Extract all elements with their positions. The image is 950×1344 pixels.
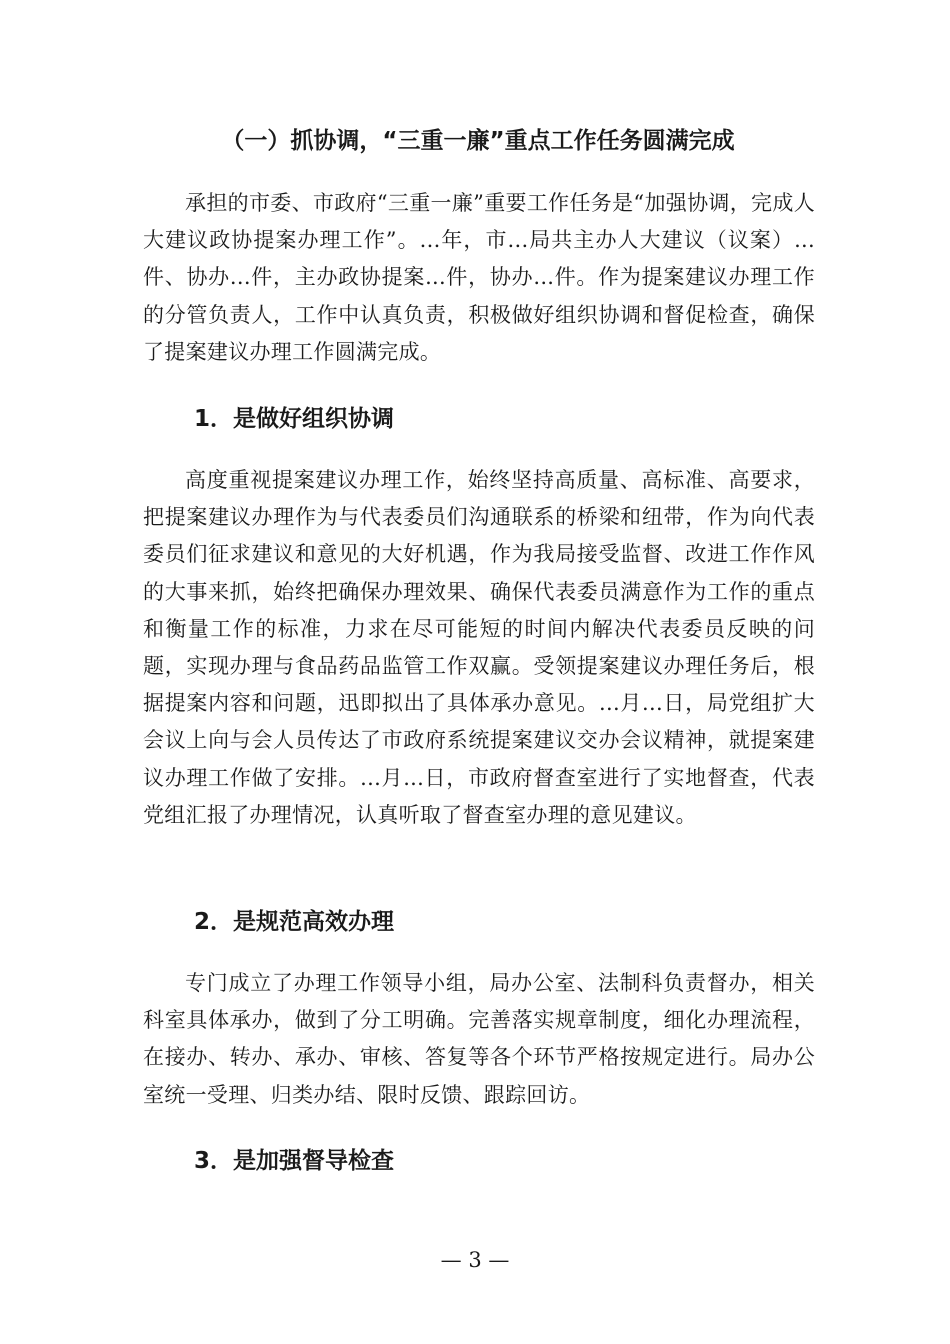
item1-paragraph: 高度重视提案建议办理工作，始终坚持高质量、高标准、高要求，把提案建议办理作为与代表委员们沟通联系的桥梁和纽带，作为向代表委员们征求建议和意见的大好机遇，作为我局接受监督、改进工作作风的大事来抓，始终把确保办理效果、确保代表委员满意作为工作的重点和衡量工作的标准，力求在尽可能短的时间内解决代表委员反映的问题，实现办理与食品药品监管工作双赢。受领提案建议办理任务后，根据提案内容和问题，迅即拟出了具体承办意见。...月...日，局党组扩大会议上向与会人员传达了市政府系统提案建议交办会议精神，就提案建议办理工作做了安排。...月...日，市政府督查室进行了实地督查，代表党组汇报了办理情况，认真听取了督查室办理的意见建议。 [143, 468, 815, 827]
item1-heading: 1．是做好组织协调 [194, 406, 395, 432]
item2-paragraph: 专门成立了办理工作领导小组，局办公室、法制科负责督办，相关科室具体承办，做到了分工明确。完善落实规章制度，细化办理流程，在接办、转办、承办、审核、答复等各个环节严格按规定进行。局办公室统一受理、归类办结、限时反馈、跟踪回访。 [143, 971, 815, 1107]
page-number: — 3 — [440, 1248, 510, 1272]
intro-paragraph: 承担的市委、市政府“三重一廉”重要工作任务是“加强协调，完成人大建议政协提案办理工作”。...年，市...局共主办人大建议（议案）...件、协办...件，主办政协提案...件，协办...件。作为提案建议办理工作的分管负责人，工作中认真负责，积极做好组织协调和督促检查，确保了提案建议办理工作圆满完成。 [143, 191, 815, 364]
item3-heading: 3．是加强督导检查 [194, 1148, 395, 1174]
item2-heading: 2．是规范高效办理 [194, 909, 395, 935]
section-title: （一）抓协调，“三重一廉”重点工作任务圆满完成 [221, 128, 735, 154]
